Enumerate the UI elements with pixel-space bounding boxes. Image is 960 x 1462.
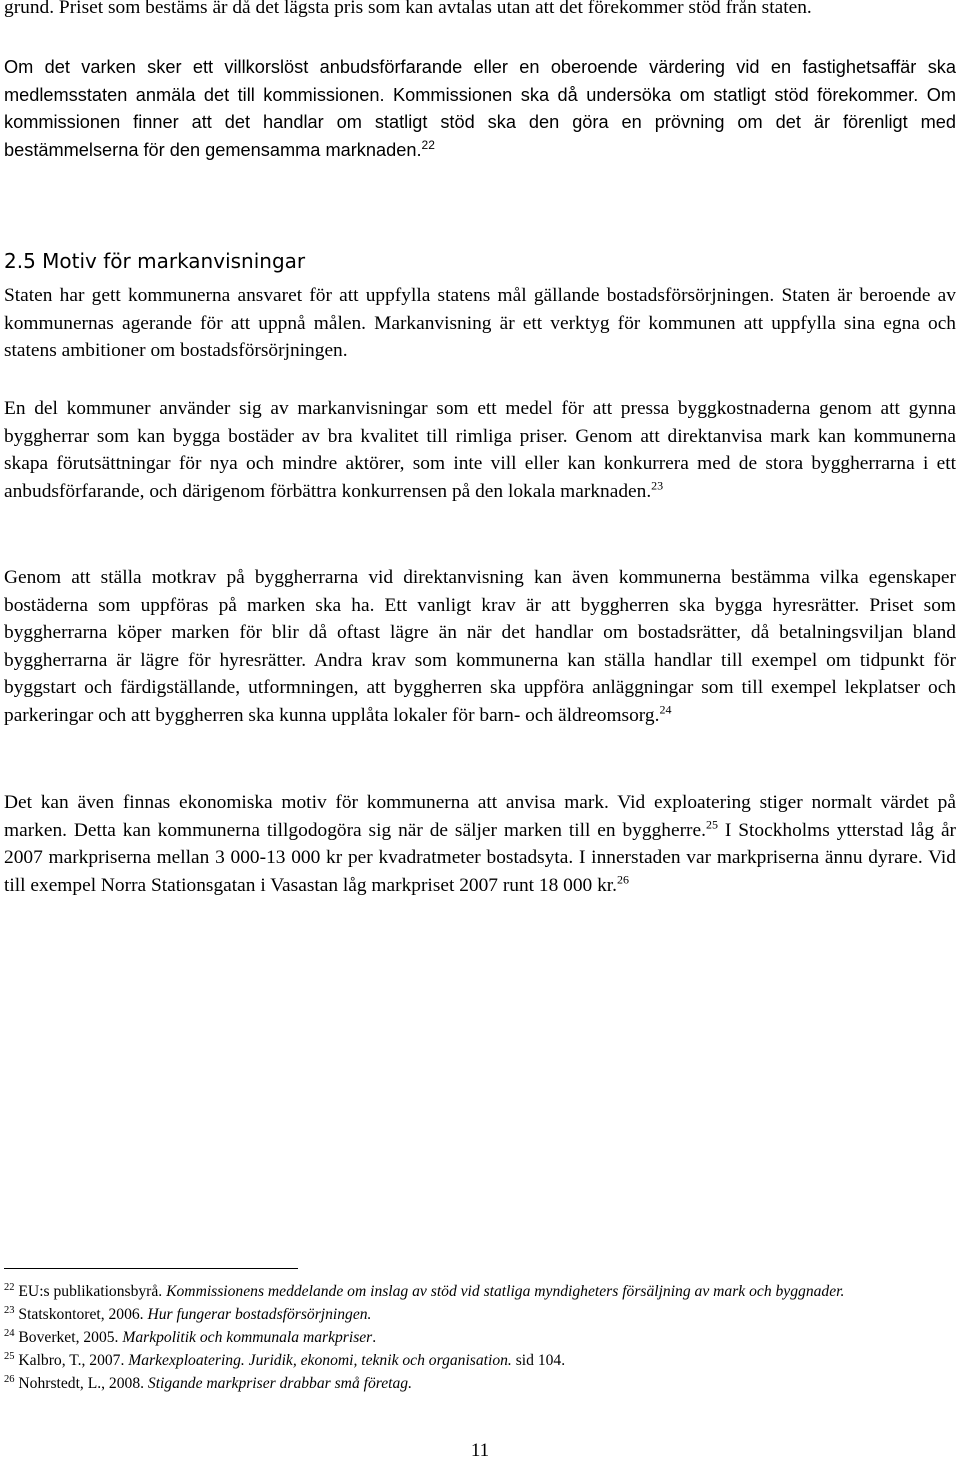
footnote-source: Nohrstedt, L., 2008.: [18, 1375, 148, 1392]
paragraph-text: Det kan även finnas ekonomiska motiv för kommunerna att anvisa mark. Vid exploatering stiger normalt värdet på marken. Detta kan kommunerna tillgodogöra sig när de säljer marken till en byggherre.: [4, 792, 956, 841]
paragraph-text: I Stockholms ytterstad låg år 2007 markpriserna mellan 3 000-13 000 kr per kvadratmeter bostadsyta. I innerstaden var markpriserna ännu dyrare. Vid till exempel Norra Stationsgatan i Vasastan låg markpriset 2007 runt 18 000 kr.: [4, 819, 957, 896]
footnote-title: Stigande markpriser drabbar små företag.: [147, 1375, 413, 1392]
footnote-source: Statskontoret, 2006.: [18, 1306, 148, 1323]
footnote-ref[interactable]: 24: [659, 702, 672, 717]
footnote-divider: [4, 1268, 298, 1269]
footnote-title: Markpolitik och kommunala markpriser: [122, 1329, 373, 1346]
paragraph-counter-demands: [4, 564, 956, 730]
footnote-number: 22: [4, 1281, 15, 1293]
footnote-title: Hur fungerar bostadsförsörjningen.: [147, 1306, 372, 1323]
footnote-source: Boverket, 2005.: [18, 1329, 123, 1346]
paragraph-continuation: [4, 0, 956, 22]
paragraph-economic-motives: [4, 789, 956, 899]
footnote-tail: sid 104.: [511, 1352, 566, 1369]
footnote: [4, 1349, 956, 1372]
footnote-title: Markexploatering. Juridik, ekonomi, teknik och organisation.: [128, 1352, 512, 1369]
footnotes: [4, 1280, 956, 1395]
paragraph-text: En del kommuner använder sig av markanvisningar som ett medel för att pressa byggkostnaderna genom att gynna byggherrar som kan bygga bostäder av bra kvalitet till rimliga priser. Genom att direktanvisa mark kan kommunerna skapa förutsättningar för nya och mindre aktörer, som inte vill eller kan konkurrera med de stora byggherrarna i ett anbudsförfarande, och därigenom förbättra konkurrensen på den lokala marknaden.: [4, 398, 956, 502]
paragraph-text: grund. Priset som bestäms är då det lägsta pris som kan avtalas utan att det förekommer stöd från staten.: [4, 0, 812, 18]
footnote-number: 26: [4, 1373, 15, 1385]
page-number: 11: [470, 1440, 490, 1461]
paragraph-text: Staten har gett kommunerna ansvaret för att uppfylla statens mål gällande bostadsförsörjningen. Staten är beroende av kommunernas agerande för att uppnå målen. Markanvisning är ett verktyg för kommunen att uppfylla sina egna och statens ambitioner om bostadsförsörjningen.: [4, 285, 956, 362]
footnote-ref[interactable]: 22: [421, 137, 435, 152]
footnote: [4, 1280, 956, 1303]
footnote-ref[interactable]: 23: [651, 478, 664, 493]
footnote: [4, 1326, 956, 1349]
footnote-title: Kommissionens meddelande om inslag av stöd vid statliga myndigheters försäljning av mark och byggnader.: [166, 1283, 845, 1300]
footnote: [4, 1303, 956, 1326]
footnote-number: 25: [4, 1350, 15, 1362]
footnote-source: EU:s publikationsbyrå.: [18, 1283, 167, 1300]
paragraph-state-responsibility: [4, 282, 956, 365]
paragraph-text: Om det varken sker ett villkorslöst anbudsförfarande eller en oberoende värdering vid en fastighetsaffär ska medlemsstaten anmäla det till kommissionen. Kommissionen ska då undersöka om statligt stöd förekommer. Om kommissionen finner att det handlar om statligt stöd ska den göra en prövning om det är förenligt med bestämmelserna för den gemensamma marknaden.: [4, 57, 956, 160]
footnote-number: 23: [4, 1304, 15, 1316]
paragraph-text: Genom att ställa motkrav på byggherrarna vid direktanvisning kan även kommunerna bestämma vilka egenskaper bostäderna som uppföras på marken ska ha. Ett vanligt krav är att byggherren ska bygga hyresrätter. Priset som byggherrarna köper marken för blir då oftast lägre än när det handlar om bostadsrätter, då betalningsviljan bland byggherrarna är lägre för hyresrätter. Andra krav som kommunerna kan ställa handlar till exempel om tidpunkt för byggstart och färdigställande, utformningen, att byggherren ska uppföra anläggningar som till exempel lekplatser och parkeringar och att byggherren ska kunna upplåta lokaler för barn- och äldreomsorg.: [4, 567, 956, 726]
footnote-number: 24: [4, 1327, 15, 1339]
footnote-tail: .: [372, 1329, 377, 1346]
footnote-ref[interactable]: 26: [617, 872, 630, 887]
footnote-ref[interactable]: 25: [705, 817, 718, 832]
paragraph-commission: [4, 54, 956, 164]
section-heading: 2.5 Motiv för markanvisningar: [4, 249, 306, 273]
footnote-source: Kalbro, T., 2007.: [18, 1352, 129, 1369]
footnote: [4, 1372, 956, 1395]
paragraph-construction-costs: [4, 395, 956, 505]
